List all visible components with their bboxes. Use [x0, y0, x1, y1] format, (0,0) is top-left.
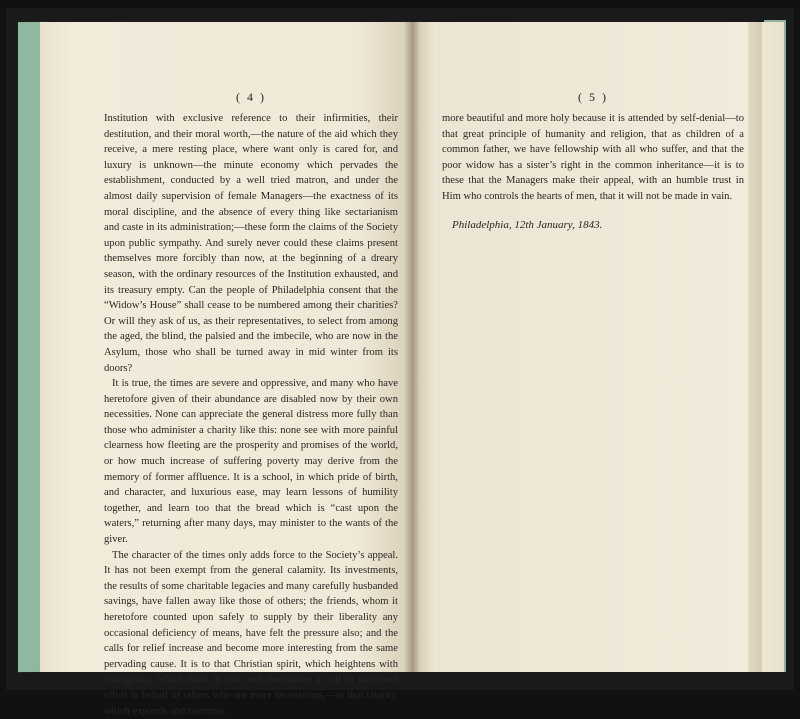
signature-line	[442, 219, 744, 231]
book-gutter	[404, 22, 420, 672]
left-paragraph-3: The character of the times only adds force to the Society’s appeal. It has not been exempt from the general calamity. Its investments, the results of some charitable legacies and many carefully husbanded savings, have fallen away like those of others; the friends, whom it heretofore counted upon safely to supply by their liberality any occasional deficiency of means, have felt the pressure also; and the calls for relief increase and become more interesting from the same pervading cause. It is to that Christian spirit, which heightens with emergency, which finds in our own necessities a call to increased effort in behalf of others who are more necessitous,—to that charity, which expands and becomes	[104, 549, 398, 717]
signature-date: 12th January, 1843.	[514, 218, 603, 231]
right-page	[412, 22, 784, 672]
page-number-left: ( 4 )	[236, 90, 266, 104]
page-edge-right	[748, 22, 762, 672]
right-paragraph-1: more beautiful and more holy because it is attended by self-denial—to that great principle of humanity and religion, that as children of a common father, we have fellowship with all who suffer, and that the poor widow has a sister’s right in the common inheritance—it is to these that the Managers make their appeal, with an humble trust in Him who controls the hearts of men, that it will not be made in vain.	[442, 113, 744, 202]
signature-place: Philadelphia,	[452, 218, 512, 231]
left-paragraph-1: Institution with exclusive reference to their infirmities, their destitution, and their moral worth,—the nature of the aid which they receive, a mere resting place, where want only is cared for, and luxury is unknown—the minute economy which pervades the establishment, conducted by a well tried matron, and under the almost daily supervision of female Managers—the exactness of its moral discipline, and the absence of every thing like sectarianism and caste in its administration;—these form the claims of the Society upon public sympathy. And surely never could these claims present themselves more forcibly than now, at the beginning of a dreary season, with the ordinary resources of the Institution exhausted, and its treasury empty. Can the people of Philadelphia consent that the “Widow’s House” shall cease to be numbered among their charities? Or will they ask of us, as their representatives, to select from among the aged, the blind, the palsied and the imbecile, who are now in the Asylum, those who shall be turned away in mid winter from its doors?	[104, 113, 398, 374]
page-number-right: ( 5 )	[578, 90, 608, 104]
left-page-text	[104, 111, 398, 719]
left-page	[40, 22, 412, 717]
right-page-text	[442, 111, 744, 205]
left-paragraph-2: It is true, the times are severe and oppressive, and many who have heretofore given of their abundance are disabled now by their own necessities. None can appreciate the general distress more fully than those who administer a charity like this: none see with more painful clearness how fleeting are the prosperity and promises of the world, or how much increase of suffering poverty may derive from the memory of former affluence. It is a school, in which pride of birth, and character, and luxurious ease, may learn lessons of humility together, and learn too that the bread which is “cast upon the waters,” returning after many days, may minister to the wants of the giver.	[104, 378, 398, 546]
